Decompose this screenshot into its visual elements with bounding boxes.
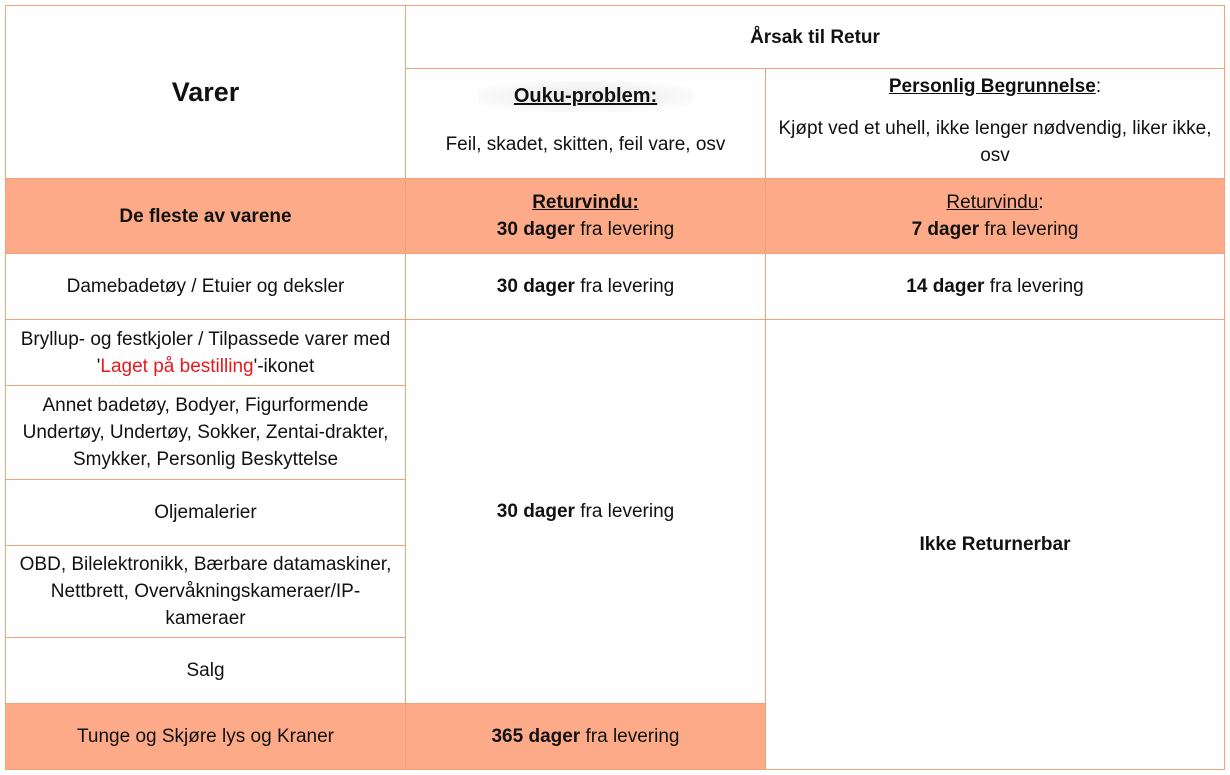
oil-paintings-cell: [5, 479, 406, 546]
return-days-suffix: fra levering: [574, 276, 675, 297]
most-items-label: De fleste av varene: [119, 205, 292, 227]
return-window-colon: :: [1038, 192, 1044, 213]
ouku-problem-header-cell: [405, 68, 766, 179]
group-ouku-cell: [405, 319, 766, 704]
return-days-suffix: fra levering: [979, 219, 1079, 240]
most-items-ouku-cell: [405, 178, 766, 254]
return-days: 7 dager: [911, 219, 980, 240]
swimwear-label: Damebadetøy / Etuier og deksler: [66, 276, 345, 297]
electronics-label: OBD, Bilelektronikk, Bærbare datamaskiner, Nettbrett, Overvåkningskameraer/IP-kameraer: [19, 554, 392, 629]
heavy-fragile-ouku-cell: [405, 703, 766, 770]
heavy-fragile-label: Tunge og Skjøre lys og Kraner: [77, 726, 334, 747]
non-returnable-label: Ikke Returnerbar: [919, 534, 1071, 555]
electronics-cell: [5, 545, 406, 638]
return-days: 30 dager: [496, 276, 575, 297]
swimwear-personal-cell: [765, 253, 1225, 320]
items-header-cell: [5, 5, 406, 179]
reason-header-cell: [405, 5, 1225, 69]
return-days: 365 dager: [491, 726, 581, 747]
sale-label: Salg: [186, 660, 225, 681]
swimwear-cell: [5, 253, 406, 320]
return-policy-table: [5, 5, 1225, 770]
ouku-problem-description: Feil, skadet, skitten, feil vare, osv: [445, 134, 726, 155]
wedding-label-suffix: '-ikonet: [253, 356, 315, 377]
personal-reason-description: Kjøpt ved et uhell, ikke lenger nødvendig, liker ikke, osv: [778, 118, 1212, 166]
return-days-suffix: fra levering: [574, 219, 675, 240]
non-returnable-cell: [765, 319, 1225, 770]
personal-reason-header-cell: [765, 68, 1225, 179]
return-days: 30 dager: [496, 501, 575, 522]
sale-cell: [5, 637, 406, 704]
made-to-order-highlight: Laget på bestilling: [100, 356, 254, 377]
personal-reason-label: Personlig Begrunnelse: [888, 76, 1096, 97]
return-window-label: Returvindu:: [532, 192, 639, 213]
most-items-cell: [5, 178, 406, 254]
return-days-suffix: fra levering: [984, 276, 1084, 297]
ouku-problem-label: Ouku-problem:: [478, 81, 693, 112]
wedding-dresses-cell: [5, 319, 406, 386]
return-window-label: Returvindu: [946, 192, 1039, 213]
oil-paintings-label: Oljemalerier: [154, 502, 257, 523]
other-swimwear-cell: [5, 385, 406, 480]
most-items-personal-cell: [765, 178, 1225, 254]
return-days: 30 dager: [496, 219, 575, 240]
heavy-fragile-cell: [5, 703, 406, 770]
return-days-suffix: fra levering: [574, 501, 675, 522]
personal-reason-colon: :: [1095, 76, 1102, 97]
other-swimwear-label: Annet badetøy, Bodyer, Figurformende Undertøy, Undertøy, Sokker, Zentai-drakter, Smykker, Personlig Beskyttelse: [22, 395, 389, 470]
items-header: Varer: [171, 76, 240, 107]
wedding-label-prefix: Bryllup- og festkjoler / Tilpassede varer med ': [20, 329, 391, 377]
return-days-suffix: fra levering: [580, 726, 680, 747]
swimwear-ouku-cell: [405, 253, 766, 320]
reason-header: Årsak til Retur: [750, 26, 880, 48]
return-days: 14 dager: [906, 276, 985, 297]
